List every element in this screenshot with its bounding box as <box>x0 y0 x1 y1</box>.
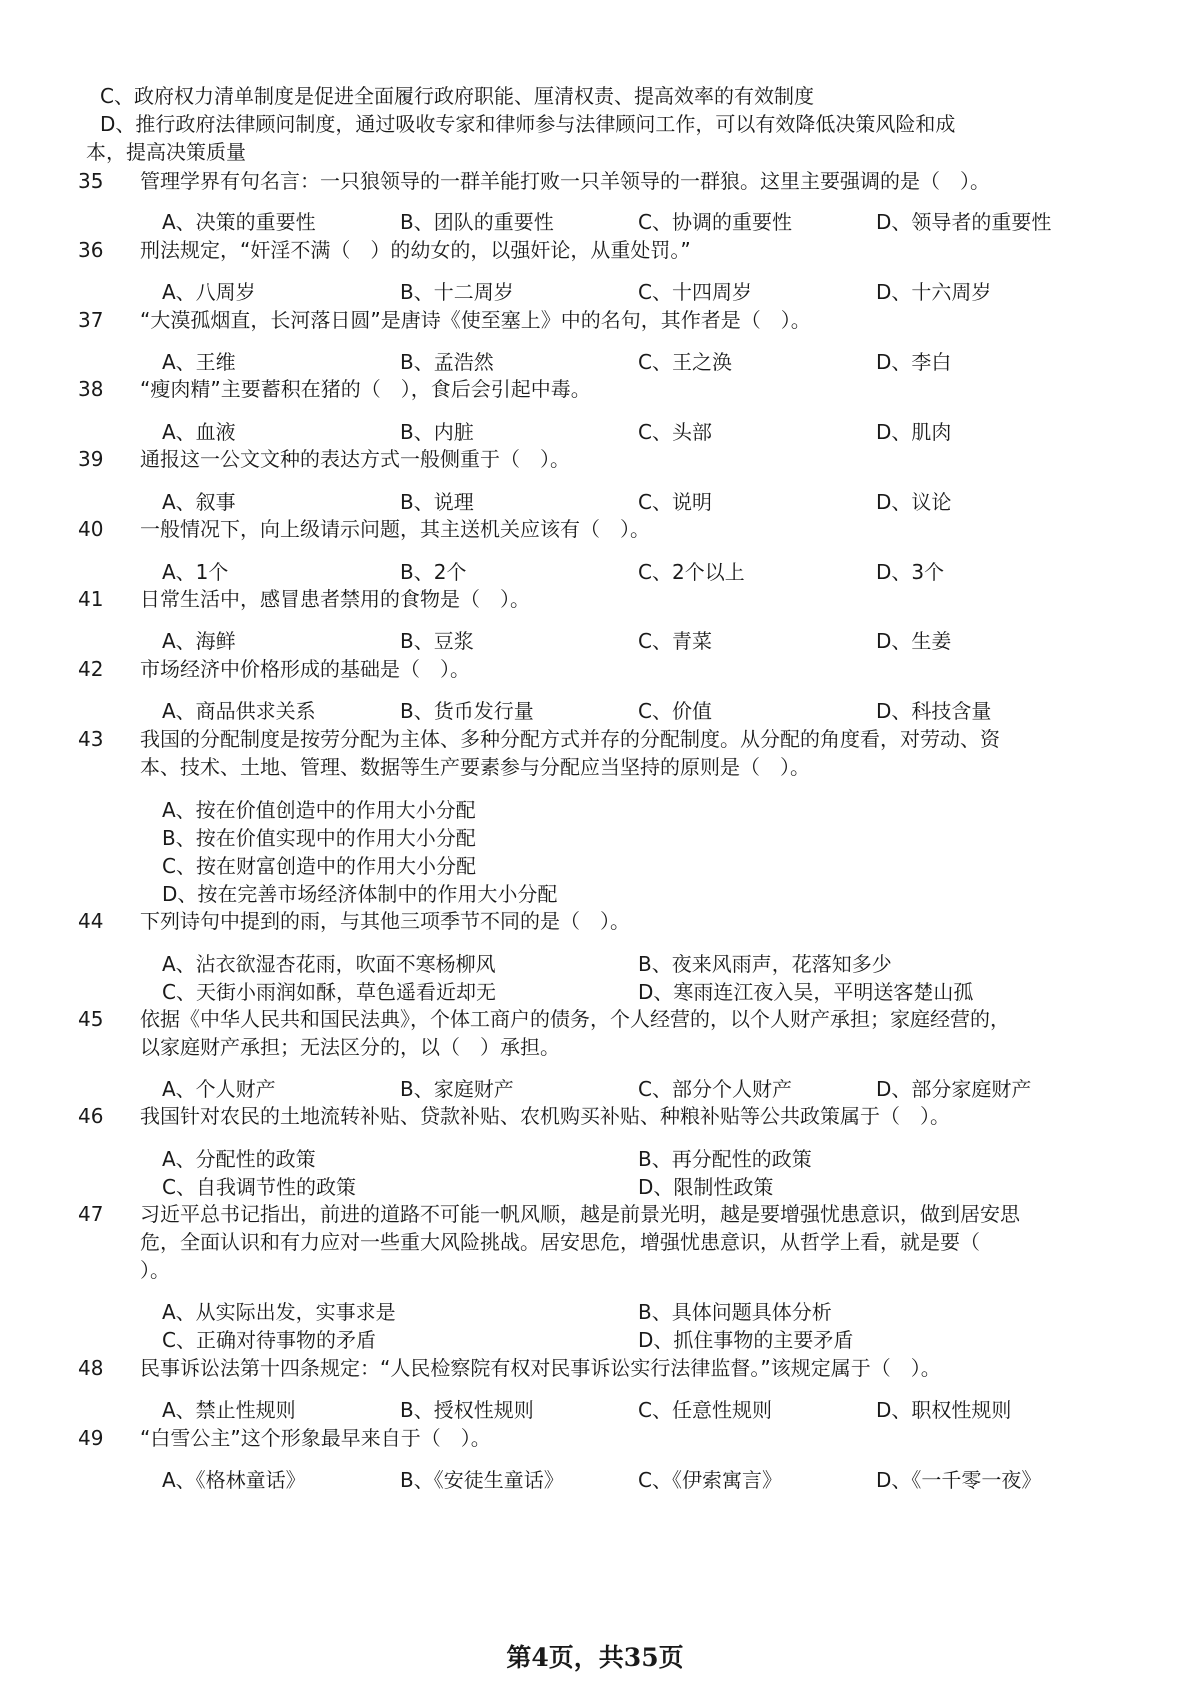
question-stem: “瘦肉精”主要蓄积在猪的（ ），食后会引起中毒。 <box>140 377 591 401</box>
option-b: B、按在价值实现中的作用大小分配 <box>162 826 476 850</box>
question-number: 44 <box>78 909 104 933</box>
question-number: 37 <box>78 308 104 332</box>
option-b: B、豆浆 <box>400 629 474 653</box>
question-stem: 通报这一公文文种的表达方式一般侧重于（ ）。 <box>140 447 570 471</box>
question-stem: 民事诉讼法第十四条规定：“人民检察院有权对民事诉讼实行法律监督。”该规定属于（ ）。 <box>140 1356 941 1380</box>
question-number: 42 <box>78 657 104 681</box>
question-number: 41 <box>78 587 104 611</box>
question-stem: 日常生活中，感冒患者禁用的食物是（ ）。 <box>140 587 530 611</box>
question-number: 35 <box>78 169 104 193</box>
option-b: B、具体问题具体分析 <box>638 1300 832 1324</box>
option-a: A、沾衣欲湿杏花雨，吹面不寒杨柳风 <box>162 952 496 976</box>
option-d: D、科技含量 <box>876 699 992 723</box>
question-number: 43 <box>78 727 104 751</box>
option-c: C、任意性规则 <box>638 1398 772 1422</box>
question-number: 49 <box>78 1426 104 1450</box>
option-a: A、血液 <box>162 420 236 444</box>
option-d: D、3个 <box>876 560 945 584</box>
option-line: C、政府权力清单制度是促进全面履行政府职能、厘清权责、提高效率的有效制度 <box>100 84 814 108</box>
option-b: B、再分配性的政策 <box>638 1147 812 1171</box>
option-d: D、李白 <box>876 350 952 374</box>
option-a: A、《格林童话》 <box>162 1468 306 1492</box>
option-c: C、王之涣 <box>638 350 732 374</box>
option-b: B、团队的重要性 <box>400 210 554 234</box>
question-number: 40 <box>78 517 104 541</box>
option-a: A、商品供求关系 <box>162 699 316 723</box>
option-b: B、授权性规则 <box>400 1398 534 1422</box>
option-d: D、肌肉 <box>876 420 952 444</box>
question-stem: 刑法规定，“奸淫不满（ ）的幼女的，以强奸论，从重处罚。” <box>140 238 691 262</box>
option-b: B、货币发行量 <box>400 699 534 723</box>
question-number: 39 <box>78 447 104 471</box>
option-b: B、孟浩然 <box>400 350 494 374</box>
question-stem: “大漠孤烟直，长河落日圆”是唐诗《使至塞上》中的名句，其作者是（ ）。 <box>140 308 811 332</box>
option-c: C、正确对待事物的矛盾 <box>162 1328 376 1352</box>
option-d: D、寒雨连江夜入吴，平明送客楚山孤 <box>638 980 974 1004</box>
option-a: A、八周岁 <box>162 280 256 304</box>
option-d: D、部分家庭财产 <box>876 1077 1032 1101</box>
option-c: C、《伊索寓言》 <box>638 1468 782 1492</box>
question-stem: 我国的分配制度是按劳分配为主体、多种分配方式并存的分配制度。从分配的角度看，对劳动、资 <box>140 727 1000 751</box>
question-number: 46 <box>78 1104 104 1128</box>
option-d: D、按在完善市场经济体制中的作用大小分配 <box>162 882 558 906</box>
option-c: C、价值 <box>638 699 712 723</box>
option-b: B、《安徒生童话》 <box>400 1468 564 1492</box>
option-d: D、生姜 <box>876 629 952 653</box>
option-d: D、领导者的重要性 <box>876 210 1052 234</box>
question-stem: 管理学界有句名言：一只狼领导的一群羊能打败一只羊领导的一群狼。这里主要强调的是（ ）。 <box>140 169 990 193</box>
option-d: D、抓住事物的主要矛盾 <box>638 1328 854 1352</box>
question-number: 36 <box>78 238 104 262</box>
option-a: A、从实际出发，实事求是 <box>162 1300 396 1324</box>
option-c: C、协调的重要性 <box>638 210 792 234</box>
option-c: C、头部 <box>638 420 712 444</box>
question-stem: 市场经济中价格形成的基础是（ ）。 <box>140 657 470 681</box>
option-d: D、议论 <box>876 490 952 514</box>
question-stem-continuation: 以家庭财产承担；无法区分的，以（ ）承担。 <box>140 1035 560 1059</box>
option-c: C、说明 <box>638 490 712 514</box>
option-c: C、自我调节性的政策 <box>162 1175 356 1199</box>
option-b: B、说理 <box>400 490 474 514</box>
question-stem: 习近平总书记指出，前进的道路不可能一帆风顺，越是前景光明，越是要增强忧患意识，做到居安思 <box>140 1202 1020 1226</box>
question-stem-continuation: 本、技术、土地、管理、数据等生产要素参与分配应当坚持的原则是（ ）。 <box>140 755 810 779</box>
option-c: C、青菜 <box>638 629 712 653</box>
page-footer: 第4页，共35页 <box>506 1643 684 1672</box>
option-a: A、禁止性规则 <box>162 1398 296 1422</box>
question-stem: 一般情况下，向上级请示问题，其主送机关应该有（ ）。 <box>140 517 650 541</box>
option-a: A、叙事 <box>162 490 236 514</box>
option-c: C、2个以上 <box>638 560 745 584</box>
option-b: B、2个 <box>400 560 467 584</box>
option-c: C、按在财富创造中的作用大小分配 <box>162 854 476 878</box>
option-line: D、推行政府法律顾问制度，通过吸收专家和律师参与法律顾问工作，可以有效降低决策风险和成 <box>100 112 956 136</box>
option-d: D、职权性规则 <box>876 1398 1012 1422</box>
question-stem: 下列诗句中提到的雨，与其他三项季节不同的是（ ）。 <box>140 909 630 933</box>
option-b: B、内脏 <box>400 420 474 444</box>
question-number: 38 <box>78 377 104 401</box>
option-a: A、个人财产 <box>162 1077 276 1101</box>
option-a: A、王维 <box>162 350 236 374</box>
option-b: B、十二周岁 <box>400 280 514 304</box>
option-c: C、十四周岁 <box>638 280 752 304</box>
option-a: A、1个 <box>162 560 229 584</box>
option-b: B、夜来风雨声，花落知多少 <box>638 952 892 976</box>
option-c: C、天街小雨润如酥，草色遥看近却无 <box>162 980 496 1004</box>
question-number: 47 <box>78 1202 104 1226</box>
question-stem-continuation: 危，全面认识和有力应对一些重大风险挑战。居安思危，增强忧患意识，从哲学上看，就是要（ <box>140 1230 980 1254</box>
option-a: A、海鲜 <box>162 629 236 653</box>
option-a: A、按在价值创造中的作用大小分配 <box>162 798 476 822</box>
option-a: A、分配性的政策 <box>162 1147 316 1171</box>
option-d: D、限制性政策 <box>638 1175 774 1199</box>
option-d: D、十六周岁 <box>876 280 992 304</box>
option-a: A、决策的重要性 <box>162 210 316 234</box>
question-stem: 依据《中华人民共和国民法典》，个体工商户的债务，个人经营的，以个人财产承担；家庭经营的， <box>140 1007 1010 1031</box>
question-stem: “白雪公主”这个形象最早来自于（ ）。 <box>140 1426 491 1450</box>
option-d: D、《一千零一夜》 <box>876 1468 1042 1492</box>
option-c: C、部分个人财产 <box>638 1077 792 1101</box>
option-line-continuation: 本，提高决策质量 <box>86 140 246 164</box>
question-stem-continuation: ）。 <box>140 1258 170 1282</box>
question-number: 48 <box>78 1356 104 1380</box>
option-b: B、家庭财产 <box>400 1077 514 1101</box>
question-number: 45 <box>78 1007 104 1031</box>
question-stem: 我国针对农民的土地流转补贴、贷款补贴、农机购买补贴、种粮补贴等公共政策属于（ ）。 <box>140 1104 950 1128</box>
